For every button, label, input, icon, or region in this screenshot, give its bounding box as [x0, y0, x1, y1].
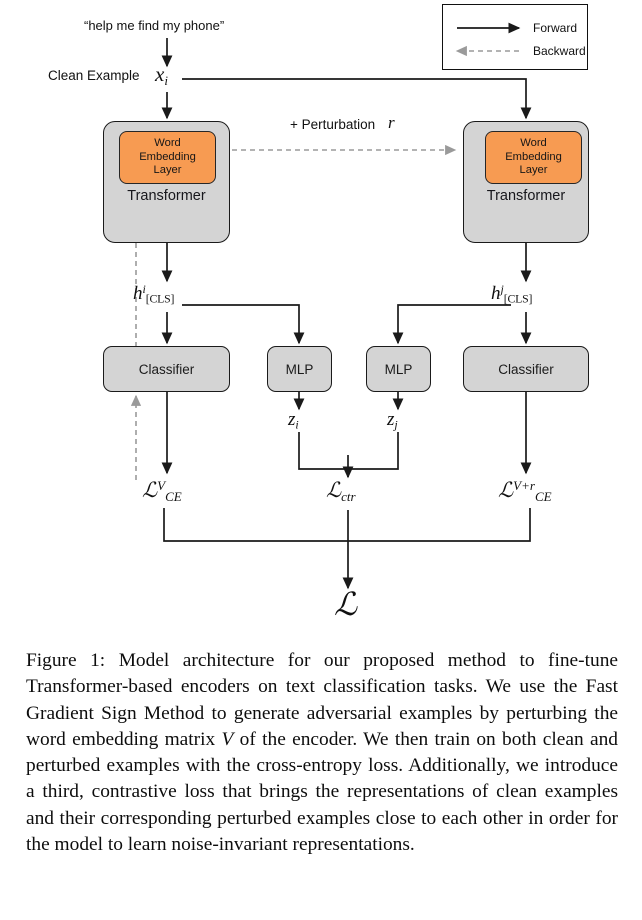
caption-matrix-symbol: V [221, 728, 234, 750]
legend-box [442, 4, 588, 70]
encoder-right-transformer [463, 121, 589, 243]
h-base: h [491, 283, 501, 305]
perturbation-label: + Perturbation [290, 117, 376, 132]
loss-sup: V+r [513, 478, 535, 494]
loss-cross-entropy-perturbed [498, 478, 552, 505]
hidden-state-left [133, 283, 174, 307]
embedding-label-line2: Embedding [139, 150, 196, 163]
encoder-left-transformer [103, 121, 230, 243]
caption-number: Figure 1: [26, 650, 106, 671]
clean-example-symbol [155, 62, 168, 89]
caption-part1: Model architecture for our proposed method to fine-tune Transformer-based encoders on text classification tasks. We use the Fast Gradient Sign Method to generate adversarial examples by perturbing the word embedding matrix [26, 650, 618, 750]
embedding-label-line2: Embedding [505, 150, 562, 163]
z-base: z [387, 409, 395, 430]
legend-backward-label: Backward [533, 44, 586, 58]
embedding-label-line1: Word [154, 137, 181, 150]
mlp-right: MLP [366, 346, 431, 392]
loss-sup: V [157, 478, 166, 494]
classifier-left: Classifier [103, 346, 230, 392]
path-z-right-to-ctr [348, 432, 398, 469]
loss-sub: CE [165, 488, 182, 504]
loss-sub: ctr [341, 488, 356, 504]
arrow-hidden-right-to-mlp [398, 305, 511, 343]
mlp-left: MLP [267, 346, 332, 392]
encoder-right-label: Transformer [486, 188, 566, 204]
z-sub: i [295, 418, 299, 432]
h-sub: [CLS] [503, 292, 533, 306]
loss-sub: CE [534, 488, 552, 504]
input-quote-label: “help me find my phone” [84, 18, 225, 33]
encoder-left-label: Transformer [127, 188, 206, 204]
z-right [387, 409, 398, 433]
caption-part2: of the encoder. We then train on both clean and perturbed examples with the cross-entropy loss. Additionally, we introduce a third, contrastive loss that brings the representations of clean examples and their corresponding perturbed examples close to each other in order for the model to learn noise-invariant representations. [26, 728, 618, 855]
z-left [288, 409, 299, 433]
h-sup: j [500, 283, 504, 296]
loss-total: ℒ [334, 585, 358, 623]
perturbation-symbol: r [388, 113, 395, 132]
word-embedding-layer-left [119, 131, 216, 184]
z-base: z [288, 409, 296, 430]
loss-cross-entropy-clean [142, 478, 182, 505]
h-sub: [CLS] [145, 292, 175, 306]
hidden-state-right [491, 283, 532, 307]
h-sup: i [142, 283, 146, 296]
loss-base: ℒ [142, 478, 158, 502]
arrow-x-to-right-encoder [182, 79, 526, 118]
z-sub: j [394, 418, 398, 432]
embedding-label-line1: Word [520, 137, 547, 150]
embedding-label-line3: Layer [153, 164, 182, 177]
figure-caption [26, 648, 618, 858]
word-embedding-layer-right [485, 131, 582, 184]
x-base: x [155, 62, 165, 86]
x-sub: i [164, 72, 168, 88]
loss-base: ℒ [498, 478, 514, 502]
classifier-right: Classifier [463, 346, 589, 392]
loss-base: ℒ [326, 478, 342, 502]
loss-contrastive [326, 478, 356, 505]
clean-example-label: Clean Example [48, 68, 140, 83]
embedding-label-line3: Layer [519, 164, 548, 177]
legend-arrows [443, 5, 589, 71]
path-z-left-to-ctr [299, 432, 348, 477]
arrow-hidden-left-to-mlp [182, 305, 299, 343]
legend-forward-label: Forward [533, 21, 578, 35]
path-losses-join [164, 508, 530, 541]
h-base: h [133, 283, 143, 305]
